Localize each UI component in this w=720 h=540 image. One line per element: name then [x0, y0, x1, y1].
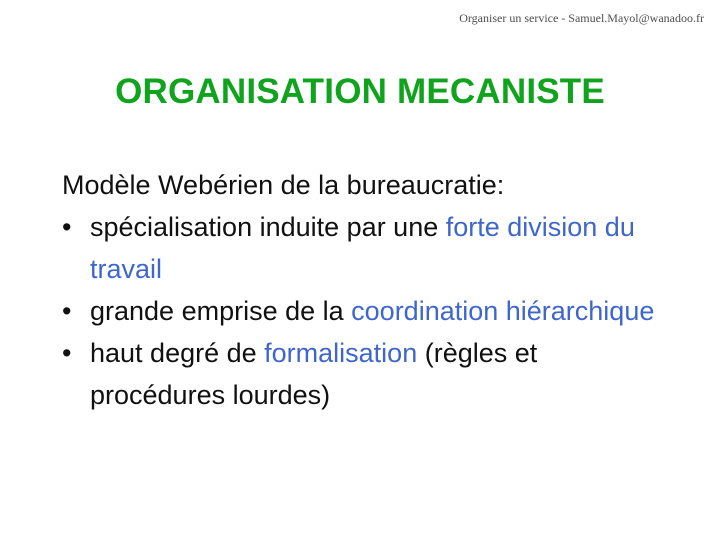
bullet-text: grande emprise de la — [90, 296, 352, 326]
slide-body — [62, 164, 662, 416]
bullet-list — [62, 206, 662, 416]
bullet-icon: • — [62, 338, 72, 368]
bullet-item — [62, 332, 662, 416]
bullet-item — [62, 290, 662, 332]
bullet-text-after: (règles et procédures lourdes) — [90, 338, 538, 410]
bullet-text: spécialisation induite par une — [90, 212, 446, 242]
bullet-highlight: formalisation — [264, 338, 418, 368]
intro-text: Modèle Webérien de la bureaucratie: — [62, 170, 505, 200]
bullet-highlight: coordination hiérarchique — [351, 296, 655, 326]
bullet-icon: • — [62, 296, 72, 326]
bullet-highlight: forte division du travail — [90, 212, 635, 284]
bullet-text: haut degré de — [90, 338, 265, 368]
header-note: Organiser un service - Samuel.Mayol@wanadoo.fr — [459, 11, 704, 25]
bullet-icon: • — [62, 212, 72, 242]
slide-title: ORGANISATION MECANISTE — [115, 72, 605, 111]
bullet-item — [62, 206, 662, 290]
